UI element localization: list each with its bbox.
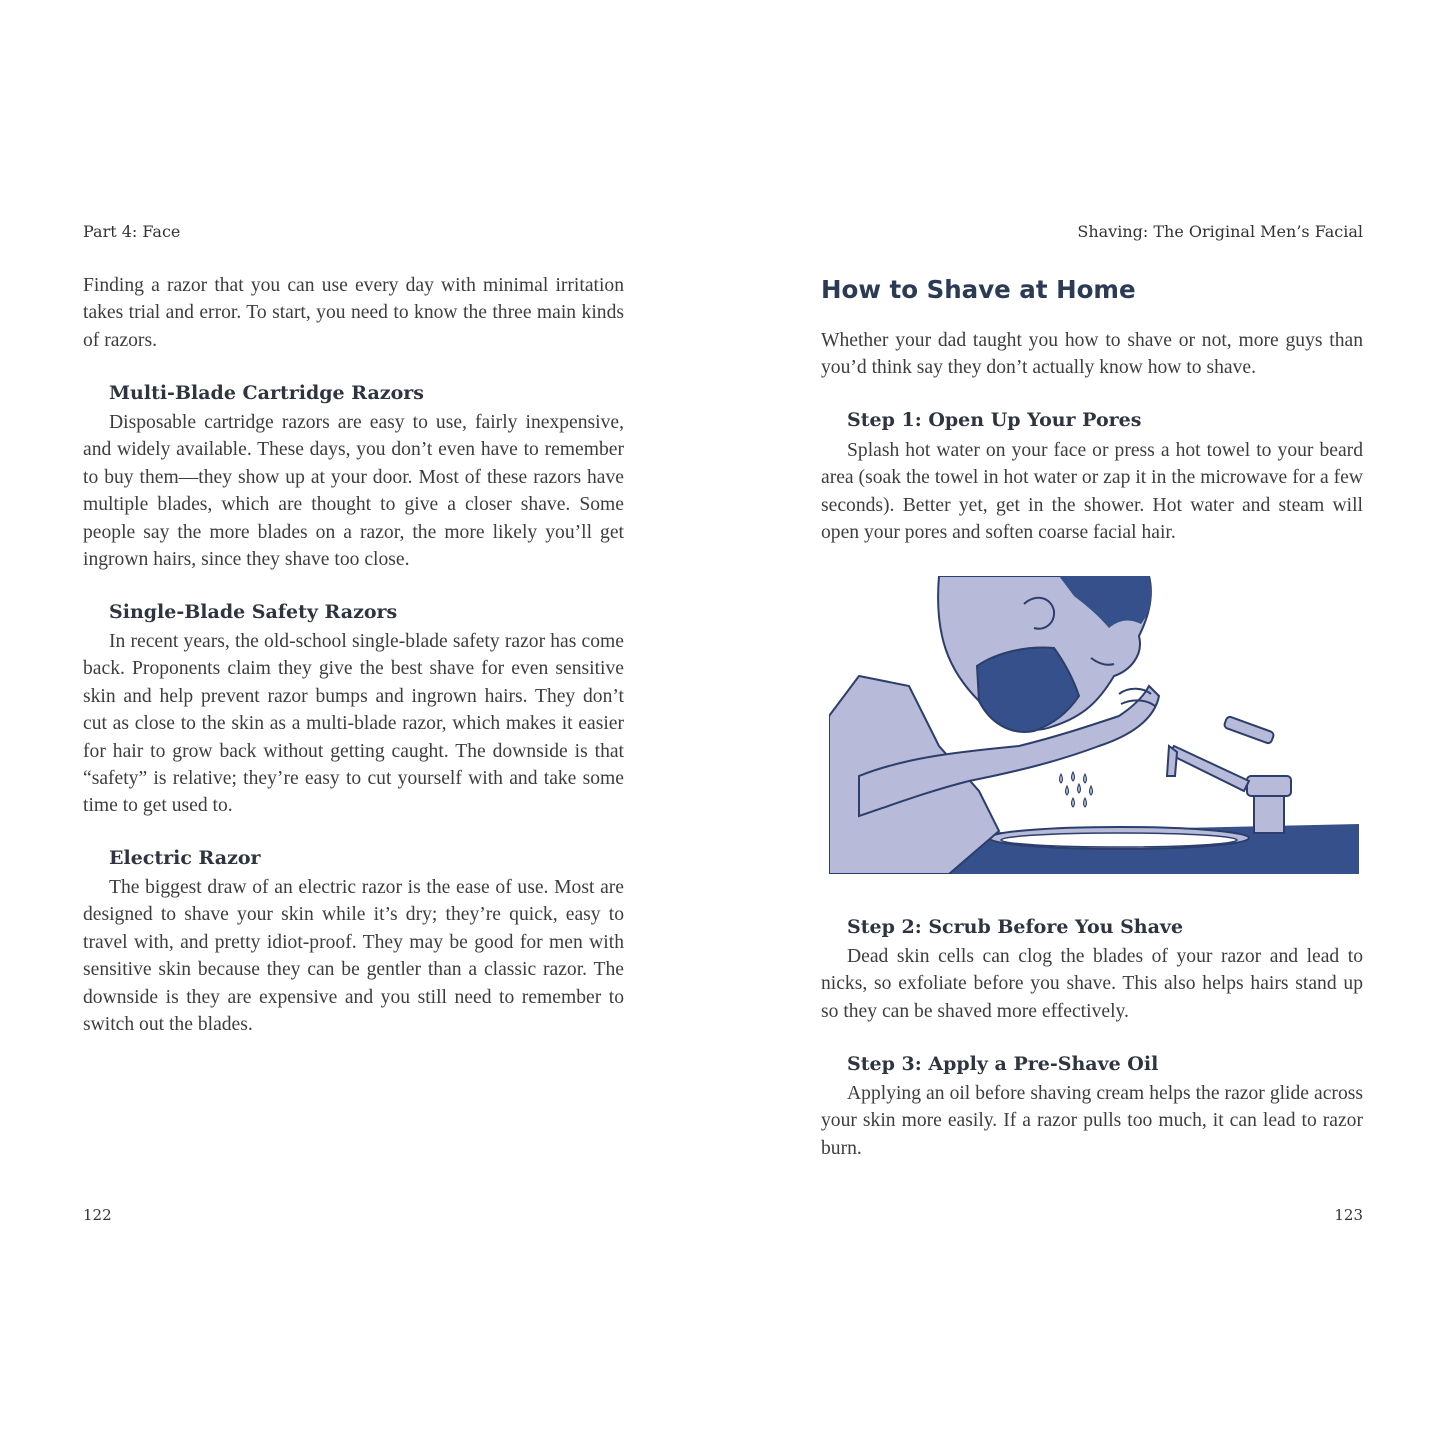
running-head-right: Shaving: The Original Men’s Facial [1077,222,1363,241]
subhead-multi-blade: Multi-Blade Cartridge Razors [109,382,424,404]
paragraph-electric: The biggest draw of an electric razor is the ease of use. Most are designed to shave your skin while it’s dry; they’re quick, easy to travel with, and pretty idiot-proof. They may be good for men with sensitive skin because they can be gentler than a classic razor. The downside is they are expensive and you still need to remember to switch out the blades. [83,877,624,1036]
paragraph-step-3: Applying an oil before shaving cream helps the razor glide across your skin more easily. If a razor pulls too much, it can lead to razor burn. [821,1083,1363,1159]
subhead-electric: Electric Razor [109,847,261,869]
running-head-left: Part 4: Face [83,222,181,241]
intro-paragraph: Finding a razor that you can use every day with minimal irritation takes trial and error. To start, you need to know the three main kinds of razors. [83,275,624,351]
section-title: How to Shave at Home [821,275,1136,304]
face-washing-illustration [829,576,1359,874]
right-page [821,0,1363,1445]
page-number-right: 123 [1334,1206,1363,1224]
subhead-single-blade: Single-Blade Safety Razors [109,601,398,623]
paragraph-step-2: Dead skin cells can clog the blades of your razor and lead to nicks, so exfoliate before you shave. This also helps hairs stand up so they can be shaved more effectively. [821,946,1363,1022]
subhead-step-3: Step 3: Apply a Pre-Shave Oil [847,1053,1159,1075]
paragraph-multi-blade: Disposable cartridge razors are easy to use, fairly inexpensive, and widely available. These days, you don’t even have to remember to buy them—they show up at your door. Most of these razors have multiple blades, which are thought to give a closer shave. Some people say the more blades on a razor, the more likely you’ll get ingrown hairs, since they shave too close. [83,412,624,571]
paragraph-step-1: Splash hot water on your face or press a hot towel to your beard area (soak the towel in hot water or zap it in the microwave for a few seconds). Better yet, get in the shower. Hot water and steam will open your pores and soften coarse facial hair. [821,440,1363,544]
left-page [83,0,624,1445]
paragraph-single-blade: In recent years, the old-school single-blade safety razor has come back. Proponents claim they give the best shave for even sensitive skin and help prevent razor bumps and ingrown hairs. They don’t cut as close to the skin as a multi-blade razor, which makes it easier for hair to grow back without getting caught. The downside is that “safety” is relative; they’re easy to cut yourself with and take some time to get used to. [83,631,624,817]
subhead-step-1: Step 1: Open Up Your Pores [847,409,1142,431]
subhead-step-2: Step 2: Scrub Before You Shave [847,916,1184,938]
intro-paragraph-right: Whether your dad taught you how to shave or not, more guys than you’d think say they don’t actually know how to shave. [821,330,1363,379]
page-number-left: 122 [83,1206,112,1224]
